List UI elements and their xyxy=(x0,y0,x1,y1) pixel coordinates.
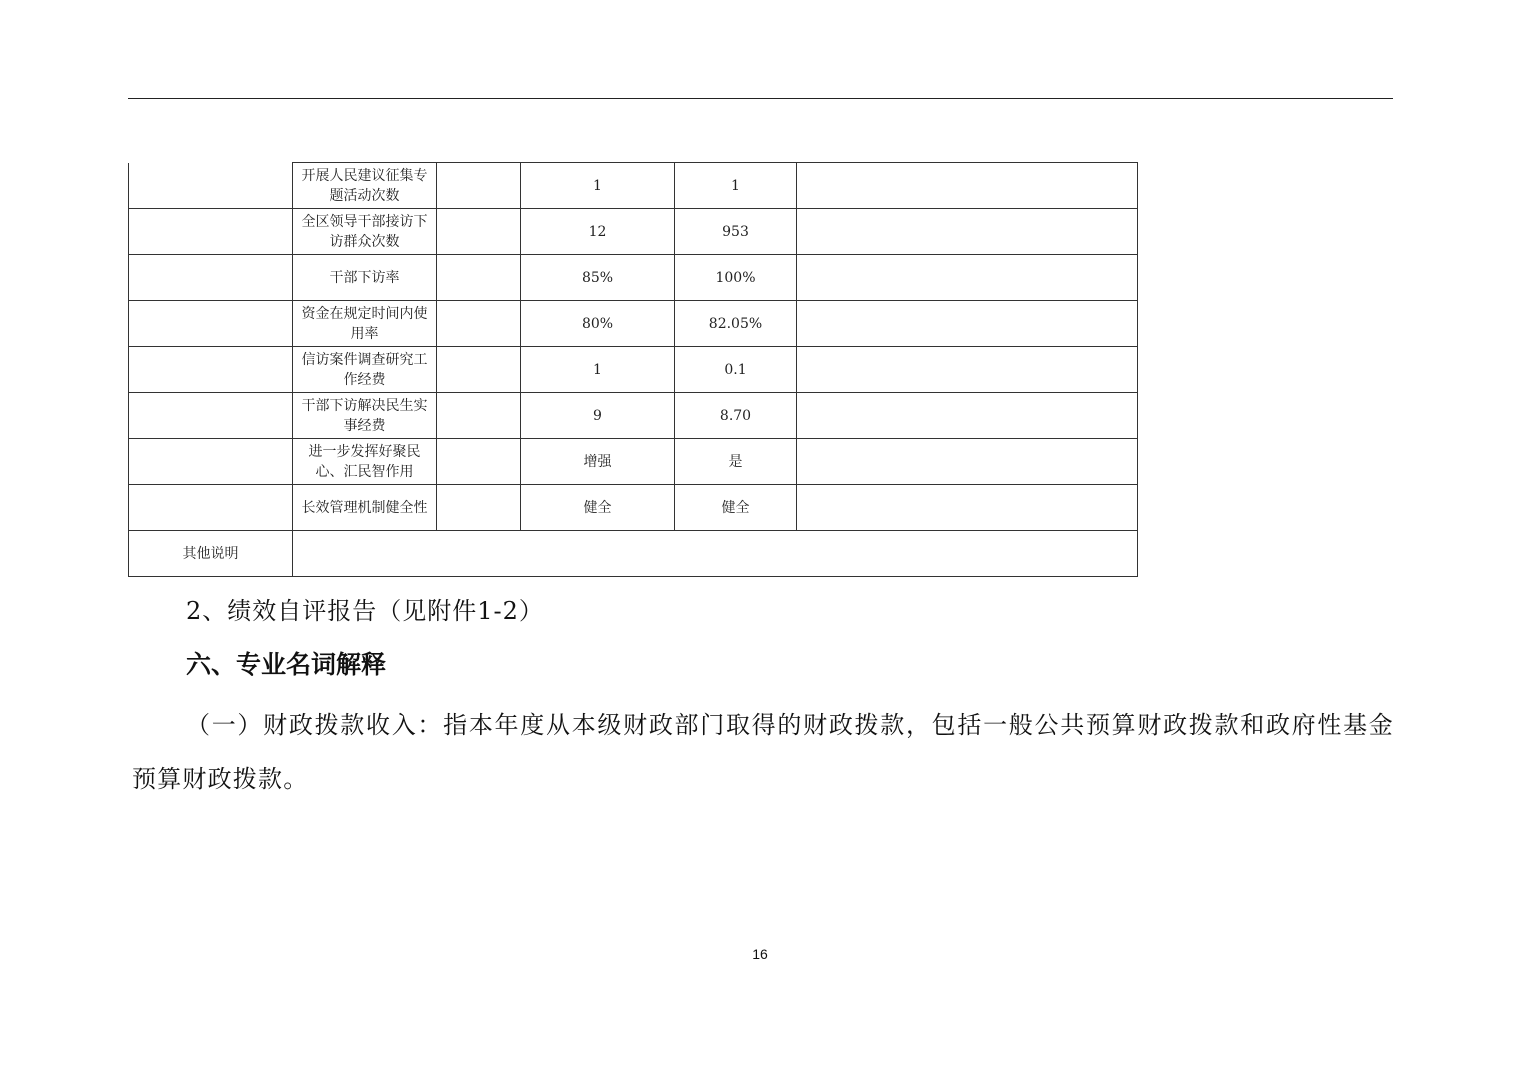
table-row xyxy=(129,255,1138,301)
other-content xyxy=(293,531,1138,577)
indicator-cell: 长效管理机制健全性 xyxy=(293,485,437,531)
blank-cell xyxy=(129,209,293,255)
remark-cell xyxy=(797,163,1138,209)
definition-paragraph: （一）财政拨款收入：指本年度从本级财政部门取得的财政拨款，包括一般公共预算财政拨款和政府性基金预算财政拨款。 xyxy=(132,711,1394,793)
blank-cell xyxy=(129,393,293,439)
remark-cell xyxy=(797,485,1138,531)
header-rule xyxy=(128,98,1393,99)
remark-cell xyxy=(797,393,1138,439)
remark-cell xyxy=(797,209,1138,255)
table-row xyxy=(129,163,1138,209)
performance-table xyxy=(128,162,1138,577)
target-value: 85% xyxy=(521,255,675,301)
blank-cell xyxy=(129,347,293,393)
blank-cell xyxy=(437,209,521,255)
blank-cell xyxy=(437,347,521,393)
table-row-other xyxy=(129,531,1138,577)
blank-cell xyxy=(129,255,293,301)
blank-cell xyxy=(129,163,293,209)
blank-cell xyxy=(437,393,521,439)
blank-cell xyxy=(437,163,521,209)
blank-cell xyxy=(437,485,521,531)
indicator-cell: 干部下访解决民生实事经费 xyxy=(293,393,437,439)
actual-value: 0.1 xyxy=(675,347,797,393)
actual-value: 8.70 xyxy=(675,393,797,439)
actual-value: 是 xyxy=(675,439,797,485)
blank-cell xyxy=(129,301,293,347)
indicator-cell: 全区领导干部接访下访群众次数 xyxy=(293,209,437,255)
actual-value: 82.05% xyxy=(675,301,797,347)
page-number: 16 xyxy=(752,946,768,962)
indicator-cell: 干部下访率 xyxy=(293,255,437,301)
blank-cell xyxy=(437,255,521,301)
table-row xyxy=(129,393,1138,439)
indicator-cell: 信访案件调查研究工作经费 xyxy=(293,347,437,393)
actual-value: 953 xyxy=(675,209,797,255)
table-row xyxy=(129,485,1138,531)
indicator-cell: 进一步发挥好聚民心、汇民智作用 xyxy=(293,439,437,485)
actual-value: 100% xyxy=(675,255,797,301)
blank-cell xyxy=(437,439,521,485)
blank-cell xyxy=(129,439,293,485)
actual-value: 1 xyxy=(675,163,797,209)
other-label: 其他说明 xyxy=(129,531,293,577)
target-value: 健全 xyxy=(521,485,675,531)
target-value: 1 xyxy=(521,347,675,393)
section-heading: 六、专业名词解释 xyxy=(186,650,387,679)
remark-cell xyxy=(797,347,1138,393)
target-value: 9 xyxy=(521,393,675,439)
blank-cell xyxy=(129,485,293,531)
target-value: 增强 xyxy=(521,439,675,485)
report-line: 2、绩效自评报告（见附件1-2） xyxy=(186,597,544,625)
target-value: 80% xyxy=(521,301,675,347)
remark-cell xyxy=(797,301,1138,347)
table-row xyxy=(129,209,1138,255)
table-row xyxy=(129,347,1138,393)
target-value: 12 xyxy=(521,209,675,255)
indicator-cell: 资金在规定时间内使用率 xyxy=(293,301,437,347)
remark-cell xyxy=(797,439,1138,485)
target-value: 1 xyxy=(521,163,675,209)
indicator-cell: 开展人民建议征集专题活动次数 xyxy=(293,163,437,209)
table-row xyxy=(129,301,1138,347)
remark-cell xyxy=(797,255,1138,301)
table-row xyxy=(129,439,1138,485)
blank-cell xyxy=(437,301,521,347)
actual-value: 健全 xyxy=(675,485,797,531)
